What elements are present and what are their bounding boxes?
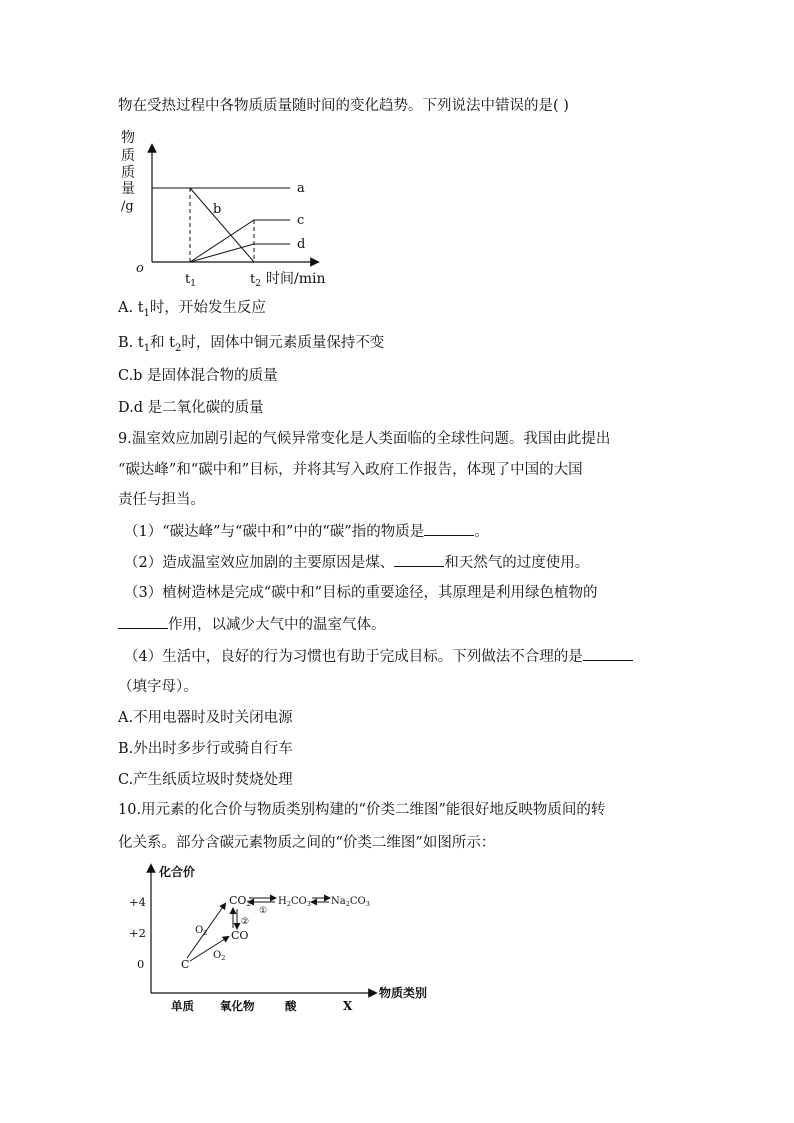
q9-option-b: B.外出时多步行或骑自行车 [118, 741, 293, 757]
q10-stem-line2: 化关系。部分含碳元素物质之间的“价类二维图”如图所示： [118, 835, 496, 851]
curve-b [190, 188, 254, 262]
answer-blank[interactable] [394, 552, 444, 567]
q9-option-c: C.产生纸质垃圾时焚烧处理 [118, 772, 293, 788]
q8-option-b: B. $t_1$和 $t_2$时，固体中铜元素质量保持不变 [118, 335, 385, 354]
x-tick-acid: 酸 [285, 999, 297, 1013]
label-circle-2: ② [241, 917, 250, 927]
q8-option-a: A. $t_1$时，开始发生反应 [118, 300, 266, 319]
q8-mass-time-graph [115, 126, 345, 290]
x-axis-label: 物质类别 [379, 986, 428, 1000]
node-co2: CO2 [229, 894, 251, 908]
q10-valence-category-diagram [125, 860, 445, 1016]
o2-label-lower: $O_2$ [213, 950, 226, 962]
y-label-char-2: 质 [121, 148, 135, 164]
y-axis-label: 化合价 [159, 865, 196, 879]
x-tick-x: X [343, 999, 353, 1013]
q9-part-3: （3）植树造林是完成“碳中和”目标的重要途径，其原理是利用绿色植物的 [124, 585, 598, 601]
origin-label: o [136, 261, 144, 276]
q8-option-d: D.d 是二氧化碳的质量 [118, 400, 264, 416]
curve-a-label: a [297, 181, 305, 196]
y-tick-plus4: +4 [129, 895, 146, 909]
answer-blank[interactable] [424, 521, 474, 536]
q10-stem-line1: 10.用元素的化合价与物质类别构建的“价类二维图”能很好地反映物质间的转 [118, 802, 606, 818]
curve-c-label: c [297, 213, 305, 228]
q9-part-2: （2）造成温室效应加剧的主要原因是煤、 和天然气的过度使用。 [124, 552, 589, 573]
x-tick-oxide: 氧化物 [220, 999, 255, 1013]
y-label-char-4: 量 [121, 181, 135, 197]
q9-stem-line3: 责任与担当。 [118, 492, 205, 508]
answer-blank[interactable] [118, 614, 168, 629]
node-h2co3: $H_2CO_3$ [278, 896, 311, 908]
y-label-char-1: 物 [121, 130, 135, 146]
node-co: CO [231, 929, 249, 942]
q9-stem-line2: “碳达峰”和“碳中和”目标，并将其写入政府工作报告，体现了中国的大国 [118, 462, 583, 478]
q9-part-1: （1）“碳达峰”与“碳中和”中的“碳”指的物质是 。 [124, 521, 489, 542]
y-label-unit: /g [121, 199, 134, 214]
y-tick-zero: 0 [137, 957, 145, 971]
node-na2co3: $Na_2CO_3$ [331, 896, 370, 908]
curve-c [190, 220, 290, 262]
y-label-char-3: 质 [121, 165, 135, 181]
curve-d-label: d [297, 237, 306, 252]
q9-part-3-cont: 作用，以减少大气中的温室气体。 [118, 614, 386, 635]
q8-stem: 物在受热过程中各物质质量随时间的变化趋势。下列说法中错误的是( ) [118, 98, 569, 114]
curve-d [190, 244, 290, 262]
q9-part-4-cont: （填字母）。 [118, 679, 198, 695]
x-axis-label: 时间/min [266, 271, 326, 287]
curve-b-label: b [213, 202, 222, 217]
x-tick-elemental: 单质 [171, 999, 194, 1013]
y-tick-plus2: +2 [129, 926, 146, 940]
node-c: C [181, 958, 190, 971]
q9-option-a: A.不用电器时及时关闭电源 [118, 710, 293, 726]
label-circle-1: ① [259, 906, 268, 916]
t1-label: $t_1$ [185, 272, 196, 289]
q9-part-4: （4）生活中，良好的行为习惯也有助于完成目标。下列做法不合理的是 [124, 646, 633, 667]
t2-label: $t_2$ [250, 272, 261, 289]
q8-option-c: C.b 是固体混合物的质量 [118, 368, 278, 384]
q9-stem-line1: 9.温室效应加剧引起的气候异常变化是人类面临的全球性问题。我国由此提出 [118, 431, 611, 447]
answer-blank[interactable] [583, 646, 633, 661]
o2-label-upper: $O_2$ [195, 925, 208, 937]
